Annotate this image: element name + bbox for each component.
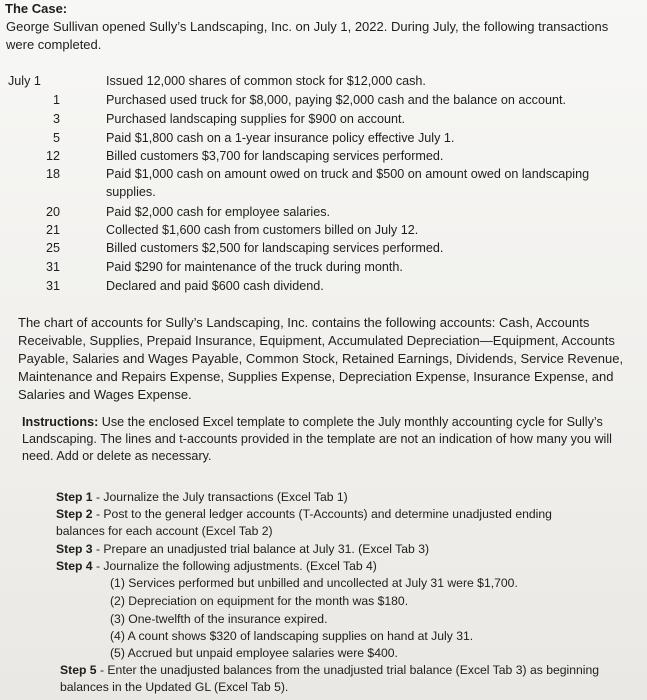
case-intro: George Sullivan opened Sully’s Landscaping, Inc. on July 1, 2022. During July, the following transactions were completed. (6, 19, 609, 52)
step-item (56, 558, 377, 575)
adjustment-item: (2) Depreciation on equipment for the month was $180. (110, 594, 409, 608)
step-label: Step 1 (56, 490, 93, 504)
step-label: Step 5 (60, 663, 97, 677)
transaction-date: 31 (45, 260, 60, 274)
step-item (60, 662, 636, 696)
transaction-desc: Paid $290 for maintenance of the truck during month. (106, 260, 403, 274)
adjustment-item: (3) One-twelfth of the insurance expired. (110, 612, 328, 626)
transaction-desc: Declared and paid $600 cash dividend. (106, 279, 324, 293)
step-item-continuation (56, 523, 273, 540)
instructions-label: Instructions: (22, 415, 99, 429)
transaction-date: July 1 (8, 74, 41, 88)
step-text: balances for each account (Excel Tab 2) (56, 524, 273, 538)
transaction-desc: Billed customers $2,500 for landscaping services performed. (106, 241, 444, 255)
transaction-desc: Collected $1,600 cash from customers billed on July 12. (106, 223, 419, 237)
chart-of-accounts-paragraph: The chart of accounts for Sully’s Landscaping, Inc. contains the following accounts: Cash, Accounts Receivable, Supplies, Prepaid Insurance, Equipment, Accumulated Depreciation—Equipment, Accounts Payable, Salaries and Wages Payable, Common Stock, Retained Earnings, Dividends, Service Revenue, Maintenance and Repairs Expense, Supplies Expense, Depreciation Expense, Insurance Expense, and Salaries and Wages Expense. (18, 315, 624, 402)
step-item (56, 489, 348, 506)
step-label: Step 3 (56, 542, 93, 556)
adjustment-item: (5) Accrued but unpaid employee salaries were $400. (110, 646, 398, 660)
transaction-date: 5 (52, 131, 60, 145)
step-text: - Prepare an unadjusted trial balance at July 31. (Excel Tab 3) (92, 542, 430, 556)
transaction-date: 21 (45, 223, 60, 237)
transaction-desc: Purchased used truck for $8,000, paying $2,000 cash and the balance on account. (106, 93, 566, 107)
step-item (56, 541, 429, 558)
transaction-date: 18 (45, 167, 60, 181)
transaction-desc: Paid $1,000 cash on amount owed on truck and $500 on amount owed on landscaping supplies. (106, 167, 590, 199)
adjustment-item: (4) A count shows $320 of landscaping supplies on hand at July 31. (110, 629, 474, 643)
step-text: - Journalize the July transactions (Excel Tab 1) (92, 490, 348, 504)
step-item (56, 506, 552, 523)
transaction-date: 12 (45, 149, 60, 163)
step-text: - Post to the general ledger accounts (T-Accounts) and determine unadjusted ending (92, 507, 552, 521)
transaction-desc: Billed customers $3,700 for landscaping services performed. (106, 149, 444, 163)
transaction-date: 25 (45, 241, 60, 255)
transaction-desc: Paid $1,800 cash on a 1-year insurance policy effective July 1. (106, 131, 455, 145)
case-heading: The Case: (5, 1, 68, 16)
step-label: Step 4 (56, 559, 93, 573)
transaction-date: 31 (45, 279, 60, 293)
transaction-desc: Issued 12,000 shares of common stock for $12,000 cash. (106, 74, 426, 88)
instructions-paragraph (22, 414, 632, 465)
step-text: - Journalize the following adjustments. (Excel Tab 4) (92, 559, 377, 573)
transaction-desc: Paid $2,000 cash for employee salaries. (106, 205, 331, 219)
transaction-desc: Purchased landscaping supplies for $900 on account. (106, 112, 405, 126)
adjustment-item: (1) Services performed but unbilled and uncollected at July 31 were $1,700. (110, 576, 518, 590)
transaction-date: 3 (52, 112, 60, 126)
instructions-text: Use the enclosed Excel template to complete the July monthly accounting cycle for Sully’s Landscaping. The lines and t-accounts provided in the template are not an indication of how many you will need. Add or delete as necessary. (22, 415, 612, 463)
step-label: Step 2 (56, 507, 93, 521)
step-text: - Enter the unadjusted balances from the unadjusted trial balance (Excel Tab 3) as beginning balances in the Updated GL (Excel Tab 5). (60, 663, 600, 694)
transaction-date: 20 (45, 205, 60, 219)
transaction-date: 1 (52, 93, 60, 107)
